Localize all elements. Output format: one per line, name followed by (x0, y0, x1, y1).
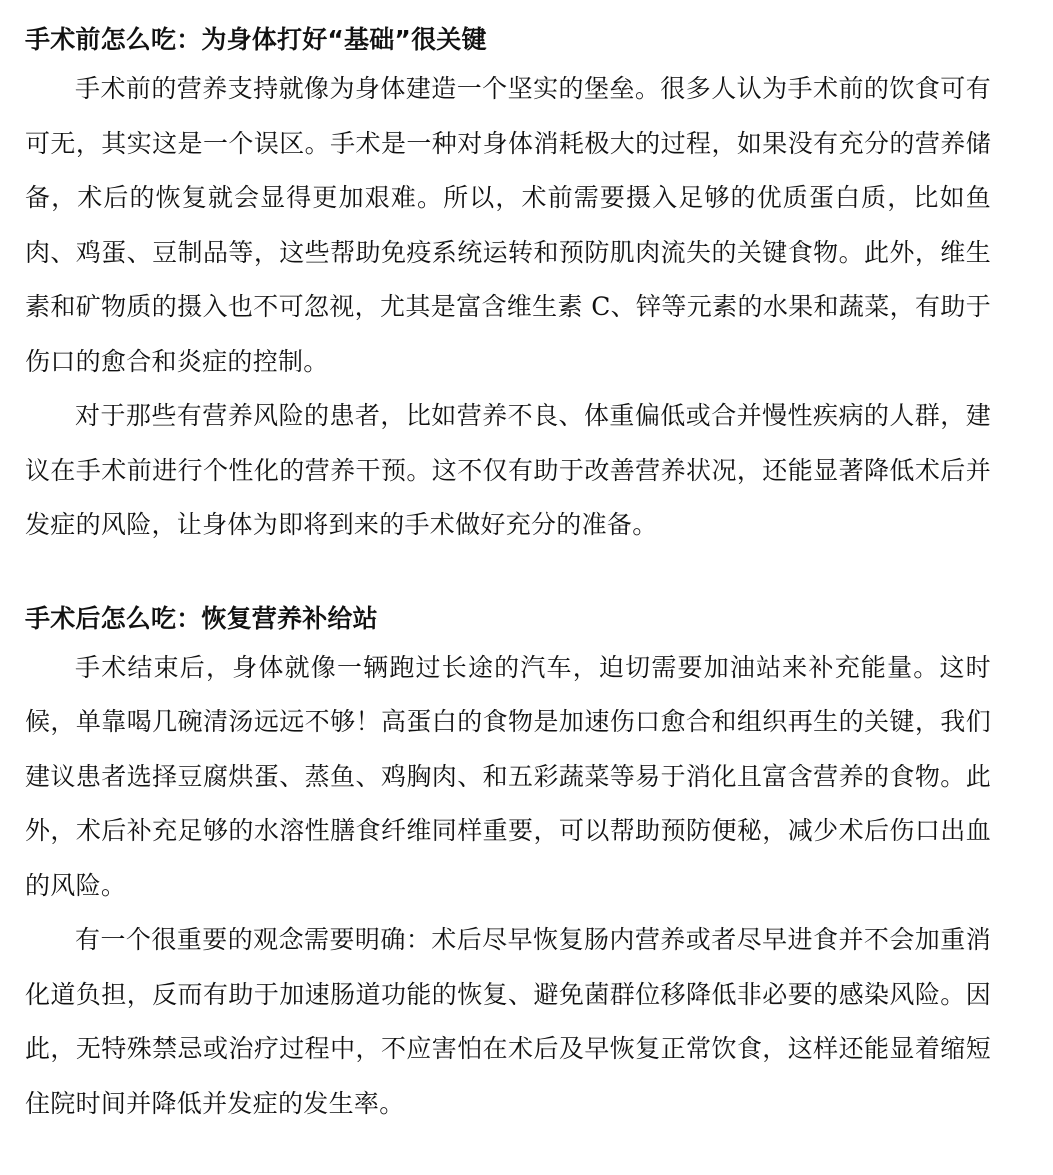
paragraph: 手术结束后，身体就像一辆跑过长途的汽车，迫切需要加油站来补充能量。这时候，单靠喝几碗清汤远远不够！高蛋白的食物是加速伤口愈合和组织再生的关键，我们建议患者选择豆腐烘蛋、蒸鱼、鸡胸肉、和五彩蔬菜等易于消化且富含营养的食物。此外，术后补充足够的水溶性膳食纤维同样重要，可以帮助预防便秘，减少术后伤口出血的风险。 (25, 652, 991, 900)
section-heading: 手术后怎么吃：恢复营养补给站 (25, 603, 378, 633)
section-post-surgery-diet (25, 597, 991, 1132)
paragraph: 手术前的营养支持就像为身体建造一个坚实的堡垒。很多人认为手术前的饮食可有可无，其实这是一个误区。手术是一种对身体消耗极大的过程，如果没有充分的营养储备，术后的恢复就会显得更加艰难。所以，术前需要摄入足够的优质蛋白质，比如鱼肉、鸡蛋、豆制品等，这些帮助免疫系统运转和预防肌肉流失的关键食物。此外，维生素和矿物质的摄入也不可忽视，尤其是富含维生素 C、锌等元素的水果和蔬菜，有助于伤口的愈合和炎症的控制。 (25, 74, 991, 376)
paragraph: 有一个很重要的观念需要明确：术后尽早恢复肠内营养或者尽早进食并不会加重消化道负担，反而有助于加速肠道功能的恢复、避免菌群位移降低非必要的感染风险。因此，无特殊禁忌或治疗过程中，不应害怕在术后及早恢复正常饮食，这样还能显着缩短住院时间并降低并发症的发生率。 (25, 925, 991, 1118)
paragraph: 对于那些有营养风险的患者，比如营养不良、体重偏低或合并慢性疾病的人群，建议在手术前进行个性化的营养干预。这不仅有助于改善营养状况，还能显著降低术后并发症的风险，让身体为即将到来的手术做好充分的准备。 (25, 401, 991, 539)
section-pre-surgery-diet (25, 18, 991, 553)
section-heading: 手术前怎么吃：为身体打好“基础”很关键 (25, 25, 487, 54)
